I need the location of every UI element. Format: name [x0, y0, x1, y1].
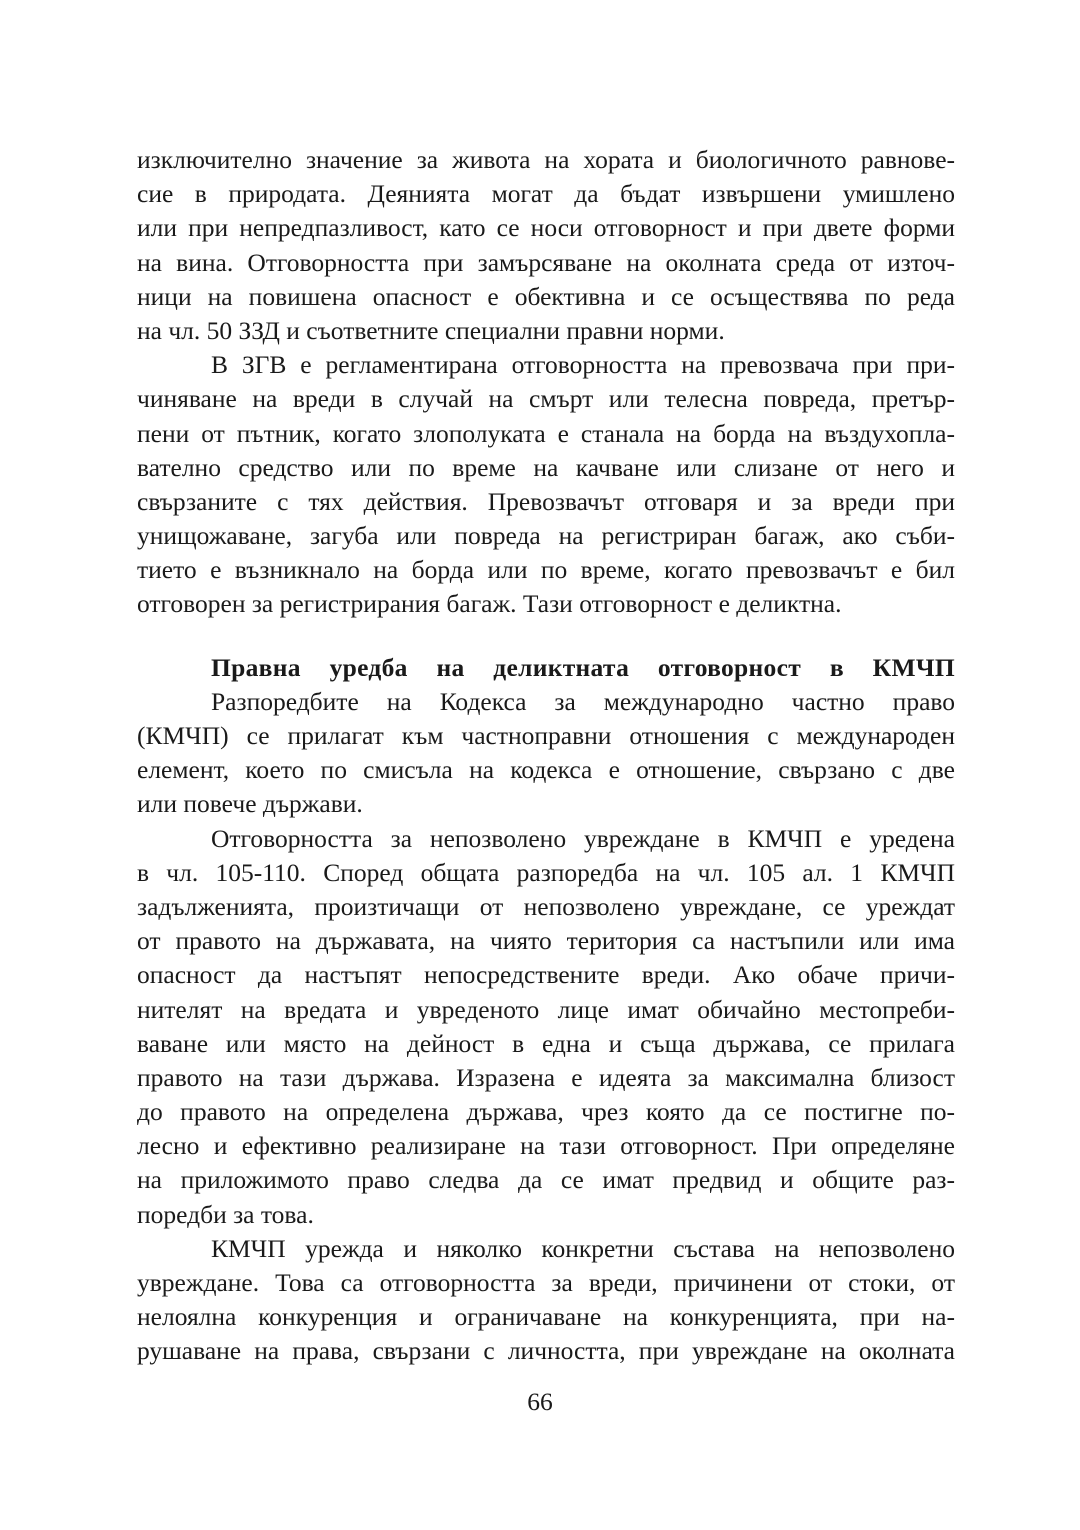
- text-line: (КМЧП) се прилагат към частноправни отношения с международен: [137, 721, 955, 750]
- text-line: на чл. 50 ЗЗД и съответните специални правни норми.: [137, 315, 725, 345]
- text-line: до правото на определена държава, чрез която да се постигне по-: [137, 1097, 955, 1127]
- text-line: в чл. 105-110. Според общата разпоредба на чл. 105 ал. 1 КМЧП: [137, 857, 955, 887]
- text-line: лесно и ефективно реализиране на тази отговорност. При определяне: [137, 1131, 955, 1161]
- paragraph-2: [137, 348, 955, 622]
- text-line: рушаване на права, свързани с личността, при увреждане на околната: [137, 1336, 955, 1366]
- text-line: увреждане. Това са отговорността за вреди, причинени от стоки, от: [137, 1268, 955, 1297]
- text-line: Разпоредбите на Кодекса за международно частно право: [211, 686, 955, 716]
- text-line: опасност да настъпят непосредствените вреди. Ако обаче причи-: [137, 960, 955, 990]
- text-line: задълженията, произтичащи от непозволено увреждане, се уреждат: [137, 891, 955, 921]
- text-line: изключително значение за живота на хората и биологичното равнове-: [137, 145, 955, 174]
- text-line: ници на повишена опасност е обективна и се осъществява по реда: [137, 281, 955, 311]
- text-line: отговорен за регистрирания багаж. Тази отговорност е деликтна.: [137, 589, 842, 619]
- text-line: тието е възникнало на борда или по време, когато превозвачът е бил: [137, 555, 955, 585]
- text-line: от правото на държавата, на чиято територия са настъпили или има: [137, 926, 955, 956]
- page-number: 66: [527, 1387, 553, 1416]
- text-line: на приложимото право следва да се имат предвид и общите раз-: [137, 1165, 955, 1195]
- text-line: вателно средство или по време на качване или слизане от него и: [137, 452, 955, 482]
- text-line: Отговорността за непозволено увреждане в КМЧП е уредена: [211, 823, 955, 853]
- paragraph-4: [137, 822, 955, 1232]
- section-heading: Правна уредба на деликтната отговорност в КМЧП: [211, 652, 955, 682]
- text-line: или повече държави.: [137, 789, 363, 819]
- text-line: КМЧП урежда и няколко конкретни състава на непозволено: [211, 1233, 955, 1263]
- paragraph-5: [137, 1232, 955, 1369]
- text-line: унищожаване, загуба или повреда на регистриран багаж, ако съби-: [137, 521, 955, 551]
- paragraph-3: [137, 685, 955, 822]
- text-line: поредби за това.: [137, 1199, 314, 1229]
- text-line: чиняване на вреди в случай на смърт или телесна повреда, претър-: [137, 384, 955, 414]
- text-line: нителят на вредата и увреденото лице имат обичайно местопреби-: [137, 994, 955, 1024]
- page-body: [137, 143, 955, 1369]
- paragraph-1: [137, 143, 955, 348]
- text-line: В ЗГВ е регламентирана отговорността на превозвача при при-: [211, 350, 955, 380]
- text-line: сие в природата. Деянията могат да бъдат извършени умишлено: [137, 179, 955, 209]
- text-line: ваване или място на дейност в една и съща държава, се прилага: [137, 1028, 955, 1058]
- text-line: свързаните с тях действия. Превозвачът отговаря и за вреди при: [137, 486, 955, 516]
- text-line: или при непредпазливост, като се носи отговорност и при двете форми: [137, 213, 955, 243]
- text-line: елемент, което по смисъла на кодекса е отношение, свързано с две: [137, 755, 955, 785]
- text-line: нелоялна конкуренция и ограничаване на конкуренцията, при на-: [137, 1302, 955, 1332]
- text-line: правото на тази държава. Изразена е идеята за максимална близост: [137, 1062, 955, 1092]
- section-spacer: [137, 622, 955, 651]
- text-line: на вина. Отговорността при замърсяване на околната среда от източ-: [137, 247, 955, 277]
- text-line: пени от пътник, когато злополуката е станала на борда на въздухопла-: [137, 418, 955, 448]
